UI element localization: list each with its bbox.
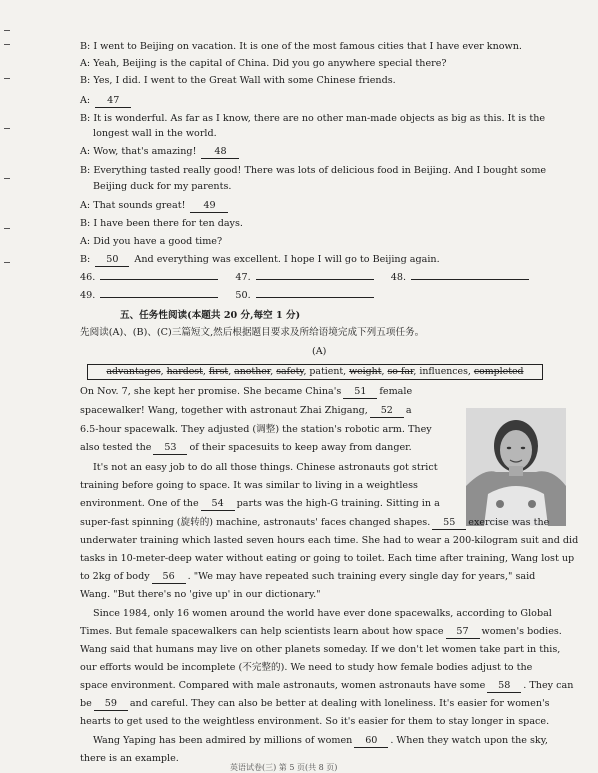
dialogue-text: A: That sounds great! [80,200,186,211]
dialogue-line: B: It is wonderful. As far as I know, there are no other man-made objects as big as this. It is the [80,113,546,124]
passage-text: there is an example. [80,753,179,764]
passage-text: female [379,386,413,397]
blank-59[interactable]: 59 [94,697,128,711]
dialogue-line: A: Yeah, Beijing is the capital of China. Did you go anywhere special there? [80,58,447,69]
word-box-word: first [208,366,229,377]
word-box-word: advantages [106,366,161,377]
passage-line [80,752,179,765]
answer-line[interactable] [256,279,374,280]
passage-text: hearts to get used to the weightless environment. So it's easier for them to stay longer in space. [80,716,550,727]
passage-text: On Nov. 7, she kept her promise. She became China's [80,386,342,397]
dialogue-line: longest wall in the world. [93,128,217,139]
passage-line [80,697,550,711]
dialogue-line [80,94,133,108]
word-box [87,364,543,380]
passage-text: . "We may have repeated such training every single day for years," said [187,571,536,582]
word-separator: , [413,366,420,377]
answer-line[interactable] [411,279,529,280]
speaker-label: A: [80,95,91,106]
passage-text: to 2kg of body [80,571,150,582]
passage-text: of their spacesuits to keep away from danger. [189,442,412,453]
blank-53[interactable]: 53 [153,441,187,455]
passage-line [80,497,440,511]
passage-text: underwater training which lasted seven hours each time. She had to wear a 200-kilogram suit and did [80,535,579,546]
answer-line[interactable] [256,297,374,298]
word-box-word: influences [419,366,468,377]
answer-row [80,271,531,284]
word-separator: , [228,366,235,377]
margin-mark [4,178,10,179]
margin-mark [4,30,10,31]
passage-text: It's not an easy job to do all those things. Chinese astronauts got strict [93,462,438,473]
passage-text: exercise was the [468,517,550,528]
blank-58[interactable]: 58 [487,679,521,693]
passage-text: Times. But female spacewalkers can help scientists learn about how space [80,626,444,637]
blank-56[interactable]: 56 [152,570,186,584]
speaker-label: B: [80,254,91,265]
dialogue-line: B: I went to Beijing on vacation. It is one of the most famous cities that I have ever known. [80,41,522,52]
section-instruction: 先阅读(A)、(B)、(C)三篇短文,然后根据题目要求及所给语境完成下列五项任务。 [80,327,425,338]
passage-text: space environment. Compared with male astronauts, women astronauts have some [80,680,486,691]
blank-47[interactable]: 47 [95,94,131,108]
passage-text: spacewalker! Wang, together with astronaut Zhai Zhigang, [80,405,368,416]
passage-line [80,588,321,601]
passage-label: (A) [312,346,327,357]
answer-number: 47. [235,272,251,283]
passage-text: 6.5-hour spacewalk. They adjusted (调整) the station's robotic arm. They [80,424,432,435]
word-box-word: safety [276,366,304,377]
passage-text: and careful. They can also be better at dealing with loneliness. It's easier for women's [129,698,550,709]
word-separator: , [270,366,277,377]
passage-line [80,534,578,547]
word-box-word: another [234,366,271,377]
dialogue-line: B: I have been there for ten days. [80,218,243,229]
passage-line [80,404,412,418]
answer-number: 49. [80,290,96,301]
word-separator: , [303,366,310,377]
passage-text: also tested the [80,442,152,453]
passage-line [80,715,549,728]
passage-text: our efforts would be incomplete (不完整的). We need to study how female bodies adjust to the [80,662,533,673]
section-title: 五、任务性阅读(本题共 20 分,每空 1 分) [120,310,301,321]
blank-54[interactable]: 54 [201,497,235,511]
word-box-word: patient [309,366,344,377]
answer-number: 48. [390,272,407,283]
answer-line[interactable] [100,279,218,280]
passage-line [93,461,438,474]
passage-text: training before going to space. It was similar to living in a weightless [80,480,418,491]
dialogue-line: B: Everything tasted really good! There was lots of delicious food in Beijing. And I bought some [80,165,547,176]
blank-50[interactable]: 50 [95,253,129,267]
passage-text: Wang said that humans may live on other planets someday. If we don't let women take part in this, [80,644,561,655]
word-separator: , [160,366,167,377]
passage-text: . When they watch upon the sky, [390,735,548,746]
blank-57[interactable]: 57 [446,625,480,639]
answer-number: 46. [80,272,96,283]
passage-text: super-fast spinning (旋转的) machine, astronauts' faces changed shapes. [80,517,431,528]
word-separator: , [467,366,474,377]
passage-line [80,643,560,656]
passage-line [80,441,412,455]
margin-mark [4,128,10,129]
passage-text: women's bodies. [481,626,562,637]
passage-text: . They can [523,680,574,691]
passage-line [80,661,532,674]
margin-mark [4,44,10,45]
passage-line [80,423,432,436]
passage-text: a [405,405,412,416]
passage-text: Wang. "But there's no 'give up' in our dictionary." [80,589,321,600]
dialogue-line [80,145,241,159]
passage-text: environment. One of the [80,498,199,509]
passage-line [80,385,412,399]
blank-60[interactable]: 60 [354,734,388,748]
dialogue-line: B: Yes, I did. I went to the Great Wall with some Chinese friends. [80,75,396,86]
word-box-word: so far [387,366,414,377]
blank-49[interactable]: 49 [190,199,228,213]
word-separator: , [343,366,350,377]
passage-text: parts was the high-G training. Sitting in a [236,498,440,509]
page-footer: 英语试卷(三) 第 5 页(共 8 页) [230,763,338,772]
dialogue-text: A: Wow, that's amazing! [80,146,197,157]
passage-line [80,479,418,492]
answer-row [80,289,376,302]
answer-line[interactable] [100,297,218,298]
passage-line [80,516,549,530]
astronaut-photo [466,408,566,526]
passage-text: tasks in 10-meter-deep water without eating or going to toilet. Each time after training, Wang lost up [80,553,575,564]
blank-55[interactable]: 55 [432,516,466,530]
blank-51[interactable]: 51 [343,385,377,399]
passage-line [93,607,552,620]
passage-text: be [80,698,92,709]
margin-mark [4,78,10,79]
passage-line [80,552,574,565]
word-separator: , [381,366,388,377]
answer-number: 50. [235,290,251,301]
margin-mark [4,228,10,229]
passage-line [80,570,535,584]
margin-mark [4,262,10,263]
blank-48[interactable]: 48 [201,145,239,159]
passage-line [80,679,573,693]
passage-text: Wang Yaping has been admired by millions of women [93,735,353,746]
passage-line [80,625,562,639]
blank-52[interactable]: 52 [370,404,404,418]
dialogue-line: Beijing duck for my parents. [93,181,232,192]
dialogue-line: A: Did you have a good time? [80,236,223,247]
word-box-word: completed [473,366,524,377]
word-separator: , [202,366,209,377]
word-box-word: hardest [166,366,203,377]
dialogue-line [80,253,440,267]
passage-text: Since 1984, only 16 women around the world have ever done spacewalks, according to Global [93,608,552,619]
passage-line [93,734,548,748]
word-box-word: weight [349,366,382,377]
dialogue-text: And everything was excellent. I hope I will go to Beijing again. [134,254,440,265]
dialogue-line [80,199,230,213]
